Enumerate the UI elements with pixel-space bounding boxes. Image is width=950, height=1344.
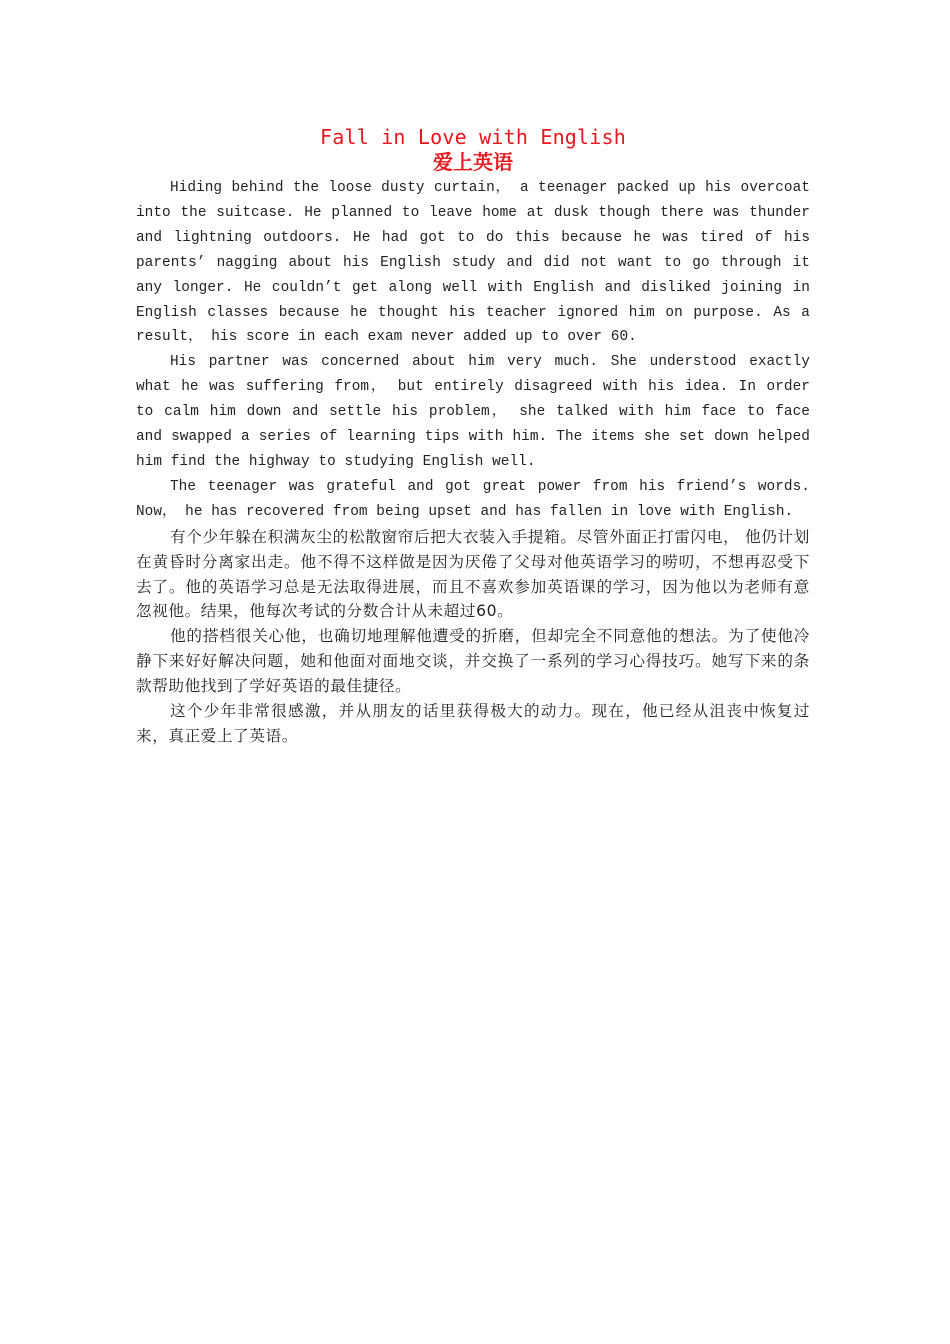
english-paragraph-1: Hiding behind the loose dusty curtain， a teenager packed up his overcoat into the suitcase. He planned to leave home at dusk though there was thunder and lightning outdoors. He had got to do this because he was tired of his parents’ nagging about his English study and did not want to go through it any longer. He couldn’t get along well with English and disliked joining in English classes because he thought his teacher ignored him on purpose. As a result， his score in each exam never added up to over 60. bbox=[136, 180, 810, 346]
chinese-paragraph-1: 有个少年躲在积满灰尘的松散窗帘后把大衣装入手提箱。尽管外面正打雷闪电， 他仍计划在黄昏时分离家出走。他不得不这样做是因为厌倦了父母对他英语学习的唠叨，不想再忍受下去了。他的英语学习总是无法取得进展，而且不喜欢参加英语课的学习，因为他以为老师有意忽视他。结果，他每次考试的分数合计从未超过60。 bbox=[136, 527, 810, 621]
document-body bbox=[136, 124, 810, 749]
chinese-paragraph-3: 这个少年非常很感激，并从朋友的话里获得极大的动力。现在，他已经从沮丧中恢复过来，真正爱上了英语。 bbox=[136, 702, 810, 745]
chinese-paragraph-2: 他的搭档很关心他，也确切地理解他遭受的折磨，但却完全不同意他的想法。为了使他冷静下来好好解决问题，她和他面对面地交谈，并交换了一系列的学习心得技巧。她写下来的条款帮助他找到了学好英语的最佳捷径。 bbox=[136, 627, 810, 696]
english-paragraph-2: His partner was concerned about him very much. She understood exactly what he was suffering from， but entirely disagreed with his idea. In order to calm him down and settle his problem， she talked with him face to face and swapped a series of learning tips with him. The items she set down helped him find the highway to studying English well. bbox=[136, 354, 810, 470]
english-paragraph-3: The teenager was grateful and got great power from his friend’s words. Now， he has recovered from being upset and has fallen in love with English. bbox=[136, 478, 810, 520]
title-english: Fall in Love with English bbox=[319, 125, 627, 149]
title-chinese: 爱上英语 bbox=[433, 150, 513, 174]
